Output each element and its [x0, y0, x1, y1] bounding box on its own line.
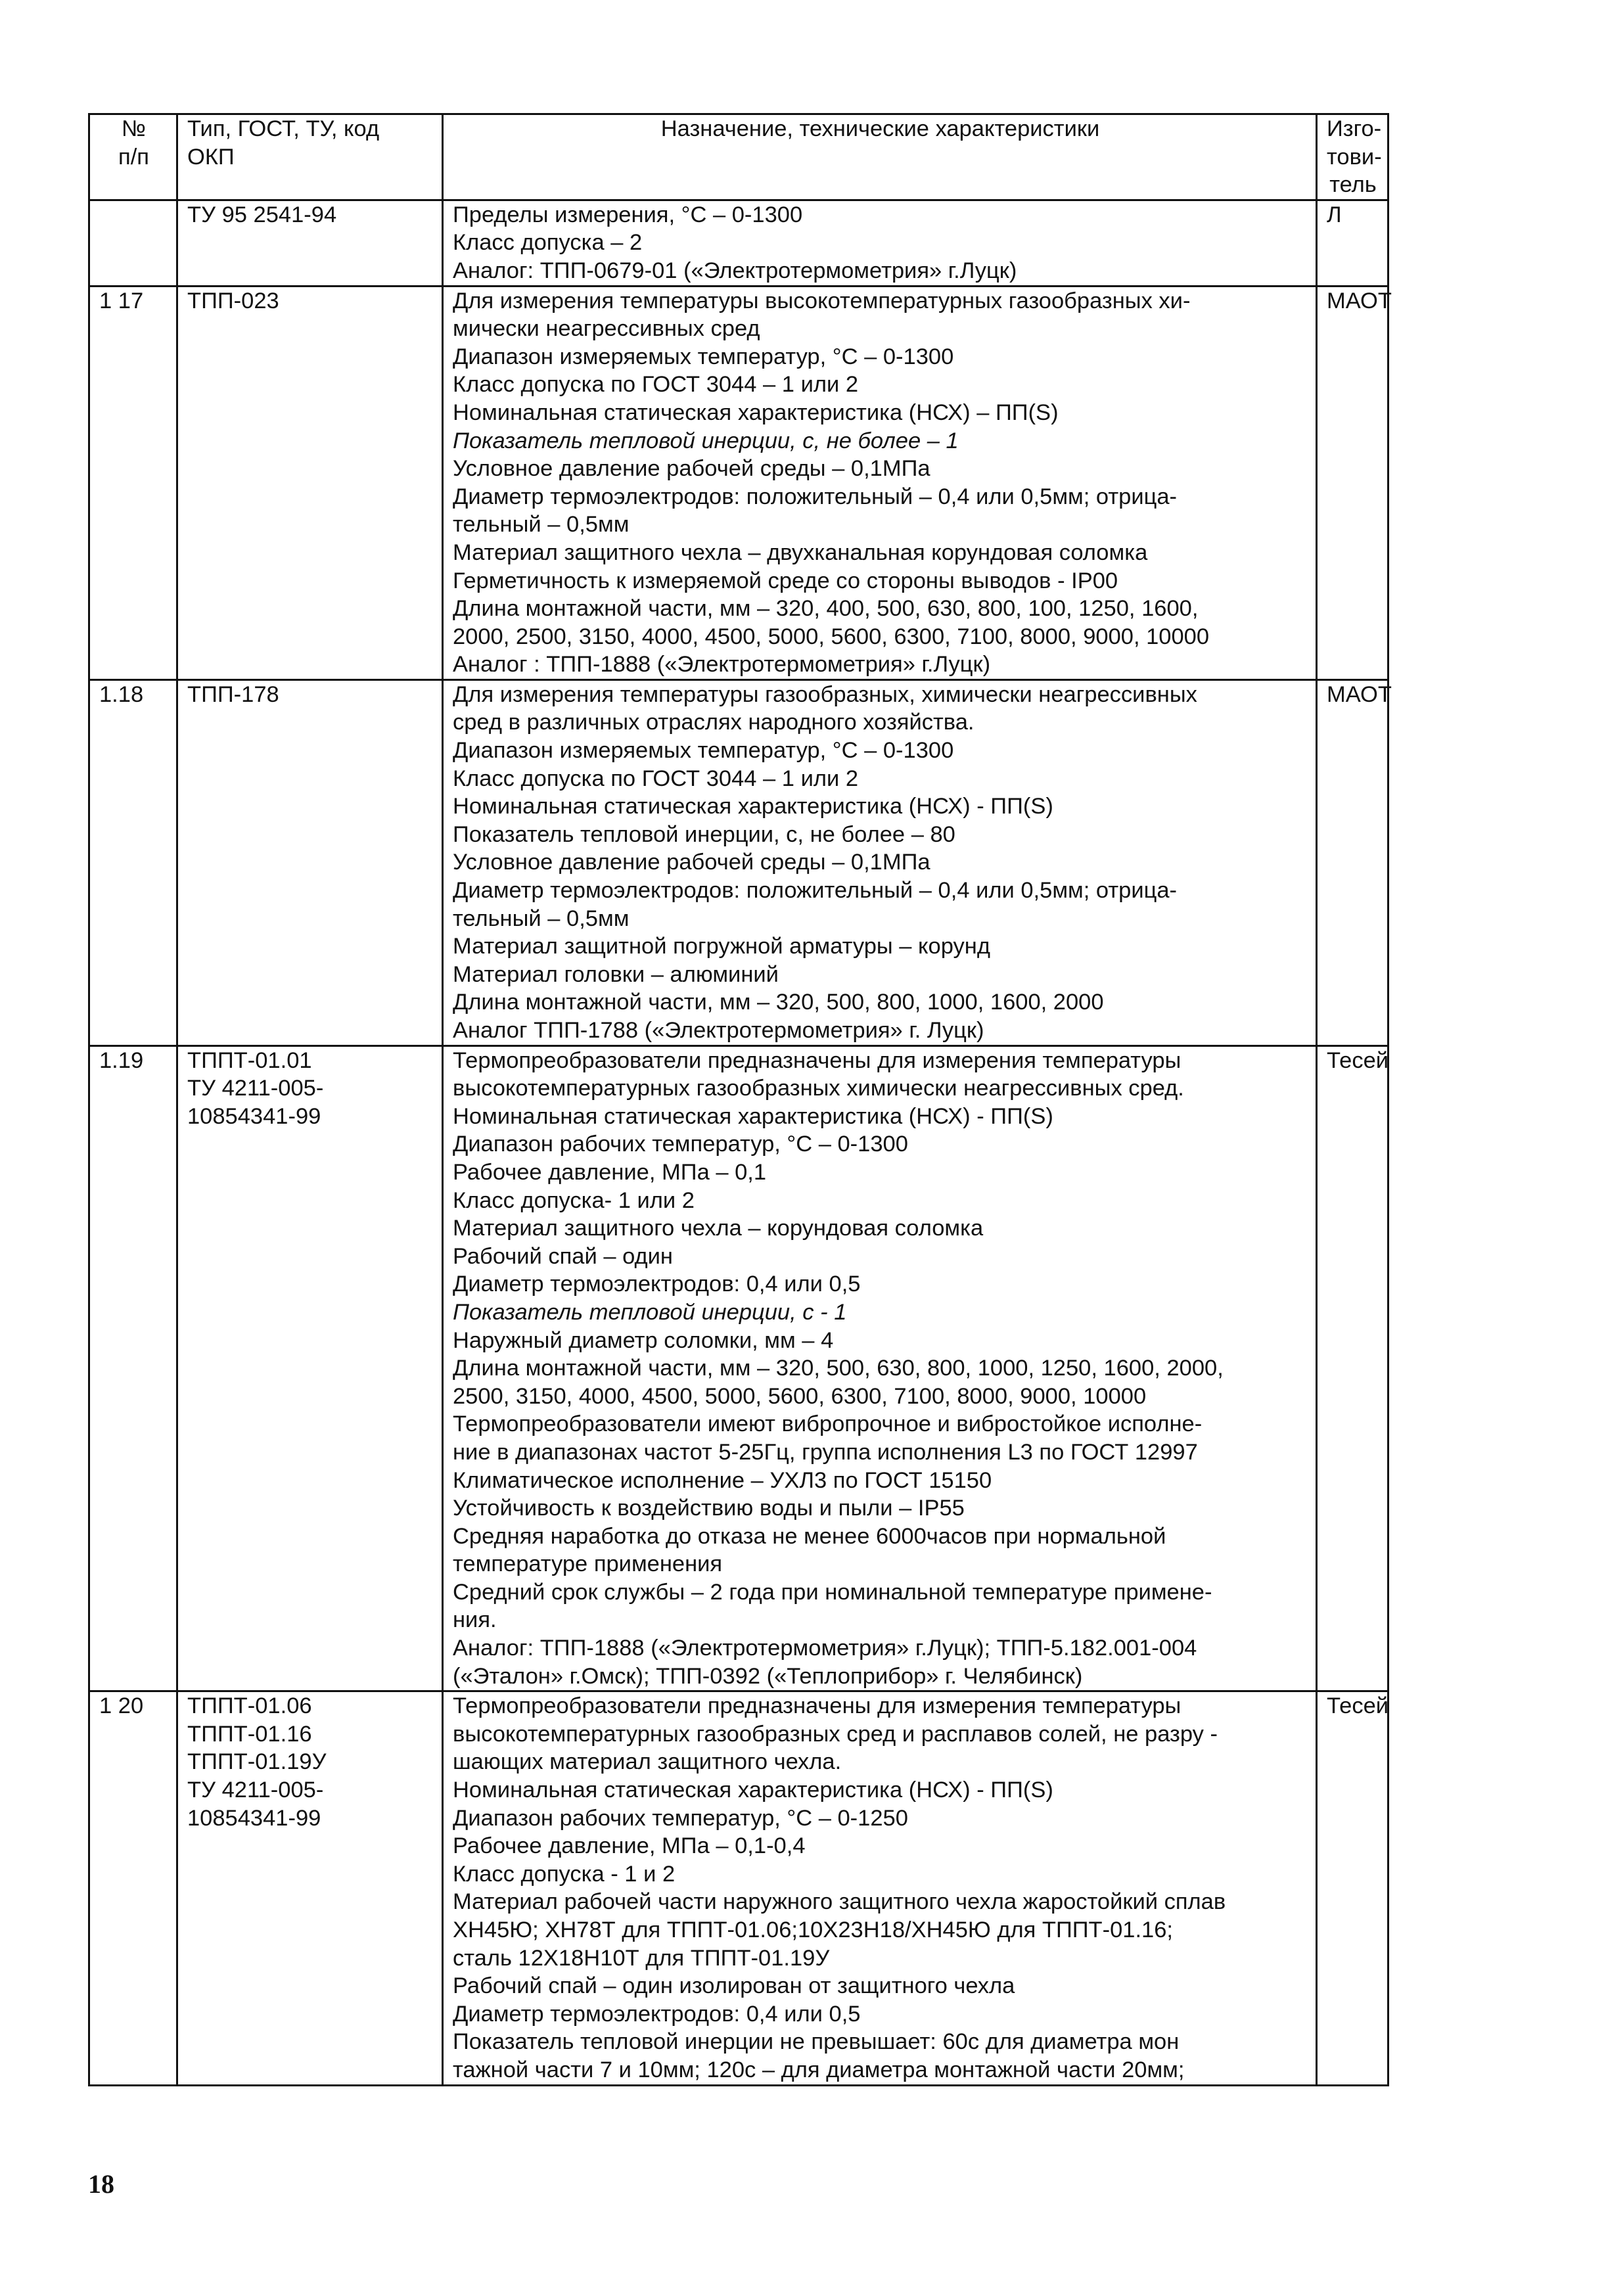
- description-line: ХН45Ю; ХН78Т для ТППТ-01.06;10Х23Н18/ХН45Ю для ТППТ-01.16;: [453, 1917, 1174, 1942]
- table-row: [89, 1691, 1388, 2085]
- description-line: Номинальная статическая характеристика (НСХ) - ПП(S): [453, 1778, 1053, 1803]
- row-number-cell: [89, 679, 177, 1045]
- description-line: 2000, 2500, 3150, 4000, 4500, 5000, 5600, 6300, 7100, 8000, 9000, 10000: [453, 624, 1210, 649]
- description-line: Показатель тепловой инерции не превышает: 60с для диаметра мон: [453, 2029, 1180, 2055]
- description-line: Термопреобразователи предназначены для измерения температуры: [453, 1047, 1182, 1073]
- type-line: ТППТ-01.16: [187, 1721, 312, 1747]
- description-line: Диаметр термоэлектродов: положительный – 0,4 или 0,5мм; отрица-: [453, 484, 1178, 509]
- description-line: Аналог ТПП-1788 («Электротермометрия» г. Луцк): [453, 1018, 984, 1043]
- row-description-cell: [443, 1045, 1317, 1691]
- header-maker-line: тель: [1329, 172, 1377, 198]
- table-row: [89, 1045, 1388, 1691]
- description-line: Показатель тепловой инерции, с - 1: [453, 1299, 847, 1325]
- description-line: 2500, 3150, 4000, 4500, 5000, 5600, 6300, 7100, 8000, 9000, 10000: [453, 1383, 1147, 1409]
- description-line: Номинальная статическая характеристика (НСХ) - ПП(S): [453, 1103, 1053, 1129]
- type-line: ТППТ-01.06: [187, 1693, 312, 1719]
- type-line: ТПП-023: [187, 288, 279, 313]
- header-maker-line: тови-: [1327, 144, 1382, 170]
- type-line: ТППТ-01.01: [187, 1047, 312, 1073]
- description-line: Материал защитной погружной арматуры – корунд: [453, 934, 990, 959]
- header-type: [177, 114, 443, 200]
- type-line: ТУ 95 2541-94: [187, 202, 337, 227]
- row-maker-cell: [1317, 679, 1392, 1045]
- table-row: [89, 200, 1388, 286]
- row-number: 1.18: [99, 681, 144, 707]
- description-line: Устойчивость к воздействию воды и пыли – IP55: [453, 1496, 965, 1521]
- description-line: Рабочий спай – один: [453, 1243, 673, 1269]
- row-description-cell: [443, 679, 1317, 1045]
- table-row: [89, 679, 1388, 1045]
- description-line: Рабочее давление, МПа – 0,1: [453, 1159, 767, 1185]
- type-line: ТПП-178: [187, 681, 279, 707]
- description-line: тажной части 7 и 10мм; 120с – для диаметра монтажной части 20мм;: [453, 2057, 1185, 2082]
- header-num-line: п/п: [118, 144, 149, 170]
- description-line: Герметичность к измеряемой среде со стороны выводов - IP00: [453, 568, 1118, 593]
- row-type-cell: [177, 200, 443, 286]
- page-number: 18: [88, 2169, 114, 2199]
- type-line: ТУ 4211-005-: [187, 1778, 324, 1803]
- description-line: Рабочее давление, МПа – 0,1-0,4: [453, 1833, 806, 1859]
- row-number: 1.19: [99, 1047, 144, 1073]
- table-row: [89, 286, 1388, 679]
- description-line: Пределы измерения, °С – 0-1300: [453, 202, 803, 227]
- row-maker-cell: [1317, 1045, 1388, 1691]
- description-line: Диапазон измеряемых температур, °С – 0-1300: [453, 344, 954, 369]
- row-number-cell: [89, 200, 177, 286]
- description-line: Диапазон рабочих температур, °С – 0-1250: [453, 1805, 908, 1831]
- description-line: мически неагрессивных сред: [453, 316, 760, 342]
- description-line: Термопреобразователи имеют вибропрочное и вибростойкое исполне-: [453, 1412, 1203, 1437]
- type-line: ТППТ-01.19У: [187, 1749, 327, 1775]
- header-num-line: №: [121, 116, 146, 141]
- description-line: сталь 12Х18Н10Т для ТППТ-01.19У: [453, 1945, 830, 1971]
- description-line: Класс допуска по ГОСТ 3044 – 1 или 2: [453, 766, 859, 791]
- description-line: Материал защитного чехла – двухканальная корундовая соломка: [453, 540, 1148, 565]
- description-line: Аналог: ТПП-0679-01 («Электротермометрия» г.Луцк): [453, 258, 1017, 283]
- row-number-cell: [89, 1691, 177, 2085]
- maker-name: МАОТ: [1327, 681, 1392, 707]
- maker-name: Тесей: [1327, 1693, 1389, 1719]
- description-line: Условное давление рабочей среды – 0,1МПа: [453, 456, 930, 482]
- row-maker-cell: [1317, 200, 1388, 286]
- maker-name: МАОТ: [1327, 288, 1392, 313]
- description-line: Аналог: ТПП-1888 («Электротермометрия» г.Луцк); ТПП-5.182.001-004: [453, 1636, 1197, 1661]
- spec-table: [88, 113, 1392, 2086]
- description-line: Длина монтажной части, мм – 320, 500, 800, 1000, 1600, 2000: [453, 990, 1104, 1015]
- description-line: Диаметр термоэлектродов: положительный – 0,4 или 0,5мм; отрица-: [453, 878, 1178, 904]
- header-description-text: Назначение, технические характеристики: [660, 116, 1100, 141]
- description-line: тельный – 0,5мм: [453, 512, 630, 538]
- description-line: Показатель тепловой инерции, с, не более – 1: [453, 428, 959, 453]
- header-num: [89, 114, 177, 200]
- description-line: Для измерения температуры газообразных, химически неагрессивных: [453, 681, 1197, 707]
- description-line: Номинальная статическая характеристика (НСХ) - ПП(S): [453, 794, 1053, 819]
- description-line: Средний срок службы – 2 года при номинальной температуре примене-: [453, 1579, 1212, 1605]
- description-line: Материал защитного чехла – корундовая соломка: [453, 1216, 984, 1241]
- row-maker-cell: [1317, 1691, 1388, 2085]
- description-line: Аналог : ТПП-1888 («Электротермометрия» г.Луцк): [453, 652, 991, 677]
- type-line: ТУ 4211-005-: [187, 1076, 324, 1101]
- type-line: 10854341-99: [187, 1103, 321, 1129]
- header-maker-line: Изго-: [1327, 116, 1382, 141]
- row-number-cell: [89, 286, 177, 679]
- row-number: 1 20: [99, 1693, 144, 1719]
- row-type-cell: [177, 1691, 443, 2085]
- header-type-line: Тип, ГОСТ, ТУ, код: [187, 116, 380, 141]
- table-body: [89, 200, 1392, 2085]
- row-number: 1 17: [99, 288, 144, 313]
- header-maker: [1317, 114, 1388, 200]
- description-line: шающих материал защитного чехла.: [453, 1749, 842, 1775]
- description-line: Термопреобразователи предназначены для измерения температуры: [453, 1693, 1182, 1719]
- description-line: Диаметр термоэлектродов: 0,4 или 0,5: [453, 1272, 861, 1297]
- description-line: Длина монтажной части, мм – 320, 400, 500, 630, 800, 100, 1250, 1600,: [453, 596, 1199, 622]
- description-line: ние в диапазонах частот 5-25Гц, группа исполнения L3 по ГОСТ 12997: [453, 1439, 1198, 1465]
- description-line: Средняя наработка до отказа не менее 6000часов при нормальной: [453, 1523, 1166, 1549]
- row-type-cell: [177, 1045, 443, 1691]
- row-description-cell: [443, 200, 1317, 286]
- description-line: Показатель тепловой инерции, с, не более – 80: [453, 821, 955, 847]
- type-line: 10854341-99: [187, 1805, 321, 1831]
- description-line: Номинальная статическая характеристика (НСХ) – ПП(S): [453, 400, 1059, 425]
- header-description: [443, 114, 1317, 200]
- row-description-cell: [443, 1691, 1317, 2085]
- row-type-cell: [177, 286, 443, 679]
- description-line: Материал рабочей части наружного защитного чехла жаростойкий сплав: [453, 1889, 1226, 1915]
- description-line: Для измерения температуры высокотемпературных газообразных хи-: [453, 288, 1191, 313]
- description-line: высокотемпературных газообразных сред и расплавов солей, не разру -: [453, 1721, 1218, 1747]
- table-header-row: [89, 114, 1388, 200]
- maker-name: Тесей: [1327, 1047, 1389, 1073]
- description-line: Диапазон измеряемых температур, °С – 0-1300: [453, 738, 954, 764]
- description-line: Длина монтажной части, мм – 320, 500, 630, 800, 1000, 1250, 1600, 2000,: [453, 1356, 1224, 1381]
- description-line: Условное давление рабочей среды – 0,1МПа: [453, 850, 930, 875]
- description-line: сред в различных отраслях народного хозяйства.: [453, 710, 975, 735]
- description-line: Класс допуска - 1 и 2: [453, 1861, 676, 1887]
- header-type-line: ОКП: [187, 144, 235, 170]
- description-line: («Эталон» г.Омск); ТПП-0392 («Теплоприбор» г. Челябинск): [453, 1663, 1083, 1689]
- description-line: высокотемпературных газообразных химически неагрессивных сред.: [453, 1076, 1184, 1101]
- maker-name: Л: [1327, 202, 1342, 227]
- description-line: тельный – 0,5мм: [453, 906, 630, 931]
- description-line: Диаметр термоэлектродов: 0,4 или 0,5: [453, 2001, 861, 2027]
- description-line: Наружный диаметр соломки, мм – 4: [453, 1327, 834, 1353]
- row-number-cell: [89, 1045, 177, 1691]
- description-line: температуре применения: [453, 1551, 723, 1577]
- description-line: Климатическое исполнение – УХЛ3 по ГОСТ 15150: [453, 1467, 992, 1493]
- description-line: ния.: [453, 1607, 497, 1633]
- row-maker-cell: [1317, 286, 1392, 679]
- description-line: Материал головки – алюминий: [453, 961, 779, 987]
- row-description-cell: [443, 286, 1317, 679]
- description-line: Класс допуска- 1 или 2: [453, 1187, 695, 1213]
- description-line: Класс допуска – 2: [453, 230, 643, 256]
- description-line: Рабочий спай – один изолирован от защитного чехла: [453, 1973, 1015, 1999]
- description-line: Диапазон рабочих температур, °С – 0-1300: [453, 1132, 908, 1157]
- description-line: Класс допуска по ГОСТ 3044 – 1 или 2: [453, 372, 859, 398]
- row-type-cell: [177, 679, 443, 1045]
